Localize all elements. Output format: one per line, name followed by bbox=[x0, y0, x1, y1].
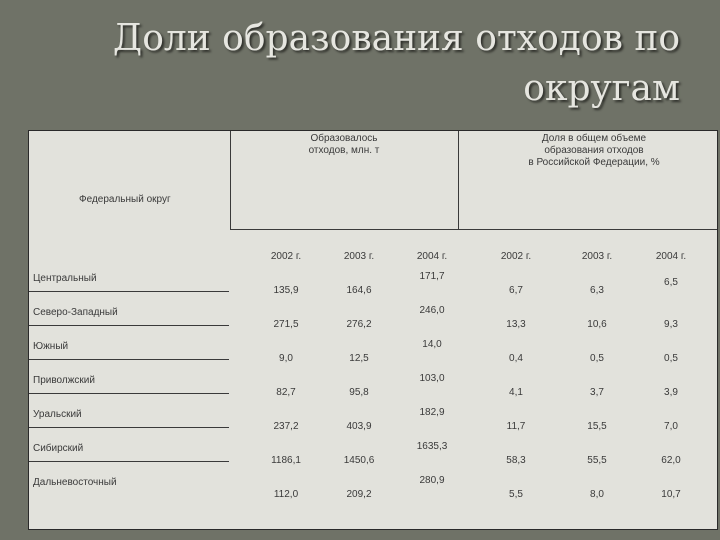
table-cell: 0,4 bbox=[509, 353, 523, 364]
row-divider bbox=[29, 291, 229, 292]
table-cell: 9,3 bbox=[664, 319, 678, 330]
table-cell: 8,0 bbox=[590, 489, 604, 500]
header-waste-generated-line: Образовалось bbox=[310, 133, 378, 144]
table-cell: 6,5 bbox=[664, 277, 678, 288]
table-divider bbox=[230, 229, 718, 230]
header-share-of-russia bbox=[484, 133, 704, 169]
table-cell: 12,5 bbox=[349, 353, 369, 364]
table-cell: 6,7 bbox=[509, 285, 523, 296]
table-cell: 9,0 bbox=[279, 353, 293, 364]
row-district-name: Сибирский bbox=[33, 443, 84, 454]
header-waste-generated bbox=[289, 133, 399, 157]
row-district-name: Уральский bbox=[33, 409, 82, 420]
table-cell: 55,5 bbox=[587, 455, 607, 466]
table-cell: 209,2 bbox=[346, 489, 372, 500]
header-federal-district: Федеральный округ bbox=[79, 194, 171, 205]
row-divider bbox=[29, 359, 229, 360]
table-cell: 10,7 bbox=[661, 489, 681, 500]
table-cell: 171,7 bbox=[419, 271, 445, 282]
table-cell: 280,9 bbox=[419, 475, 445, 486]
table-cell: 7,0 bbox=[664, 421, 678, 432]
table-cell: 10,6 bbox=[587, 319, 607, 330]
table-cell: 3,7 bbox=[590, 387, 604, 398]
row-district-name: Северо-Западный bbox=[33, 307, 118, 318]
table-cell: 82,7 bbox=[276, 387, 296, 398]
table-cell: 1635,3 bbox=[416, 441, 448, 452]
table-divider bbox=[230, 131, 231, 229]
waste-table bbox=[28, 130, 718, 530]
table-cell: 271,5 bbox=[273, 319, 299, 330]
table-cell: 0,5 bbox=[590, 353, 604, 364]
row-district-name: Приволжский bbox=[33, 375, 95, 386]
table-cell: 11,7 bbox=[506, 421, 526, 432]
table-cell: 276,2 bbox=[346, 319, 372, 330]
table-cell: 15,5 bbox=[587, 421, 607, 432]
row-district-name: Центральный bbox=[33, 273, 97, 284]
table-cell: 13,3 bbox=[506, 319, 526, 330]
header-year-tonnes-2004: 2004 г. bbox=[416, 251, 448, 262]
table-cell: 14,0 bbox=[422, 339, 442, 350]
row-divider bbox=[29, 427, 229, 428]
row-divider bbox=[29, 325, 229, 326]
table-cell: 1450,6 bbox=[343, 455, 375, 466]
header-share-line: образования отходов bbox=[544, 145, 644, 156]
table-divider bbox=[458, 131, 459, 229]
slide-title-line-2: округам bbox=[523, 68, 680, 109]
slide-title bbox=[113, 14, 680, 114]
table-cell: 62,0 bbox=[661, 455, 681, 466]
table-cell: 182,9 bbox=[419, 407, 445, 418]
table-cell: 403,9 bbox=[346, 421, 372, 432]
row-divider bbox=[29, 393, 229, 394]
header-year-share-2002: 2002 г. bbox=[500, 251, 532, 262]
row-district-name: Дальневосточный bbox=[33, 477, 117, 488]
table-cell: 246,0 bbox=[419, 305, 445, 316]
header-year-share-2003: 2003 г. bbox=[581, 251, 613, 262]
table-cell: 0,5 bbox=[664, 353, 678, 364]
header-waste-generated-line: отходов, млн. т bbox=[308, 145, 380, 156]
header-share-line: в Российской Федерации, % bbox=[528, 157, 660, 168]
header-year-tonnes-2003: 2003 г. bbox=[343, 251, 375, 262]
table-cell: 103,0 bbox=[419, 373, 445, 384]
table-cell: 135,9 bbox=[273, 285, 299, 296]
table-cell: 164,6 bbox=[346, 285, 372, 296]
table-cell: 112,0 bbox=[273, 489, 299, 500]
row-divider bbox=[29, 461, 229, 462]
table-cell: 4,1 bbox=[509, 387, 523, 398]
table-cell: 58,3 bbox=[506, 455, 526, 466]
table-cell: 95,8 bbox=[349, 387, 369, 398]
slide-title-line-1: Доли образования отходов по bbox=[112, 18, 680, 59]
table-cell: 5,5 bbox=[509, 489, 523, 500]
table-cell: 237,2 bbox=[273, 421, 299, 432]
header-year-share-2004: 2004 г. bbox=[655, 251, 687, 262]
header-year-tonnes-2002: 2002 г. bbox=[270, 251, 302, 262]
table-cell: 1186,1 bbox=[271, 455, 301, 466]
header-share-line: Доля в общем объеме bbox=[541, 133, 647, 144]
table-cell: 6,3 bbox=[590, 285, 604, 296]
table-cell: 3,9 bbox=[664, 387, 678, 398]
row-district-name: Южный bbox=[33, 341, 69, 352]
